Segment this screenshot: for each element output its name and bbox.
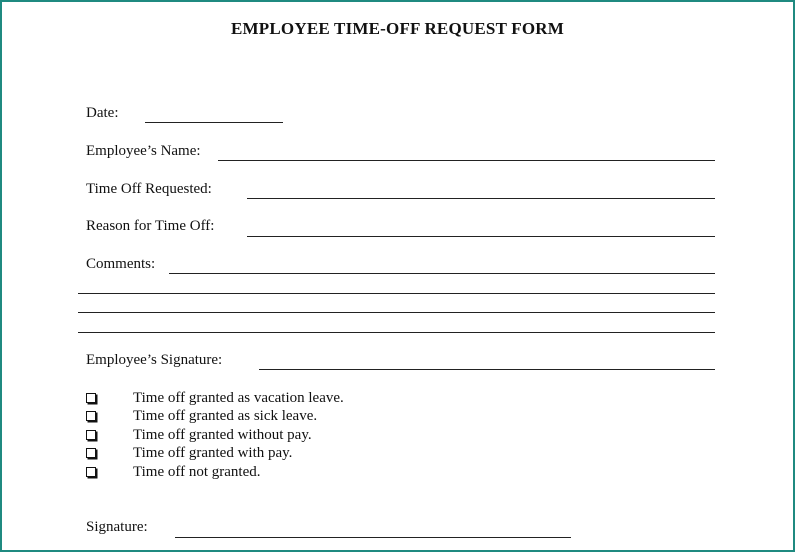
option-label: Time off granted without pay. xyxy=(133,427,312,443)
checkbox-icon[interactable] xyxy=(86,411,96,421)
option-label: Time off not granted. xyxy=(133,464,261,480)
comments-field-line-3[interactable] xyxy=(78,312,715,313)
checkbox-icon[interactable] xyxy=(86,448,96,458)
option-label: Time off granted as sick leave. xyxy=(133,408,318,424)
checkbox-icon[interactable] xyxy=(86,430,96,440)
signature-label: Signature: xyxy=(86,519,148,535)
option-without-pay[interactable] xyxy=(86,427,406,445)
time-off-requested-field-line[interactable] xyxy=(247,198,715,199)
checkbox-icon[interactable] xyxy=(86,393,96,403)
comments-field-line-1[interactable] xyxy=(169,273,715,274)
employee-name-label: Employee’s Name: xyxy=(86,143,201,159)
form-title: EMPLOYEE TIME-OFF REQUEST FORM xyxy=(231,19,564,38)
option-label: Time off granted with pay. xyxy=(133,445,293,461)
comments-field-line-4[interactable] xyxy=(78,332,715,333)
comments-label: Comments: xyxy=(86,256,156,272)
employee-signature-field-line[interactable] xyxy=(259,369,715,370)
date-field-line[interactable] xyxy=(145,122,283,123)
option-not-granted[interactable] xyxy=(86,464,406,482)
option-sick-leave[interactable] xyxy=(86,408,406,426)
employee-signature-label: Employee’s Signature: xyxy=(86,352,223,368)
employee-name-field-line[interactable] xyxy=(218,160,715,161)
reason-field-line[interactable] xyxy=(247,236,715,237)
time-off-requested-label: Time Off Requested: xyxy=(86,181,212,197)
date-label: Date: xyxy=(86,105,119,121)
option-label: Time off granted as vacation leave. xyxy=(133,390,344,406)
signature-field-line[interactable] xyxy=(175,537,571,538)
option-with-pay[interactable] xyxy=(86,445,406,463)
reason-label: Reason for Time Off: xyxy=(86,218,215,234)
option-vacation-leave[interactable] xyxy=(86,390,406,408)
checkbox-icon[interactable] xyxy=(86,467,96,477)
comments-field-line-2[interactable] xyxy=(78,293,715,294)
